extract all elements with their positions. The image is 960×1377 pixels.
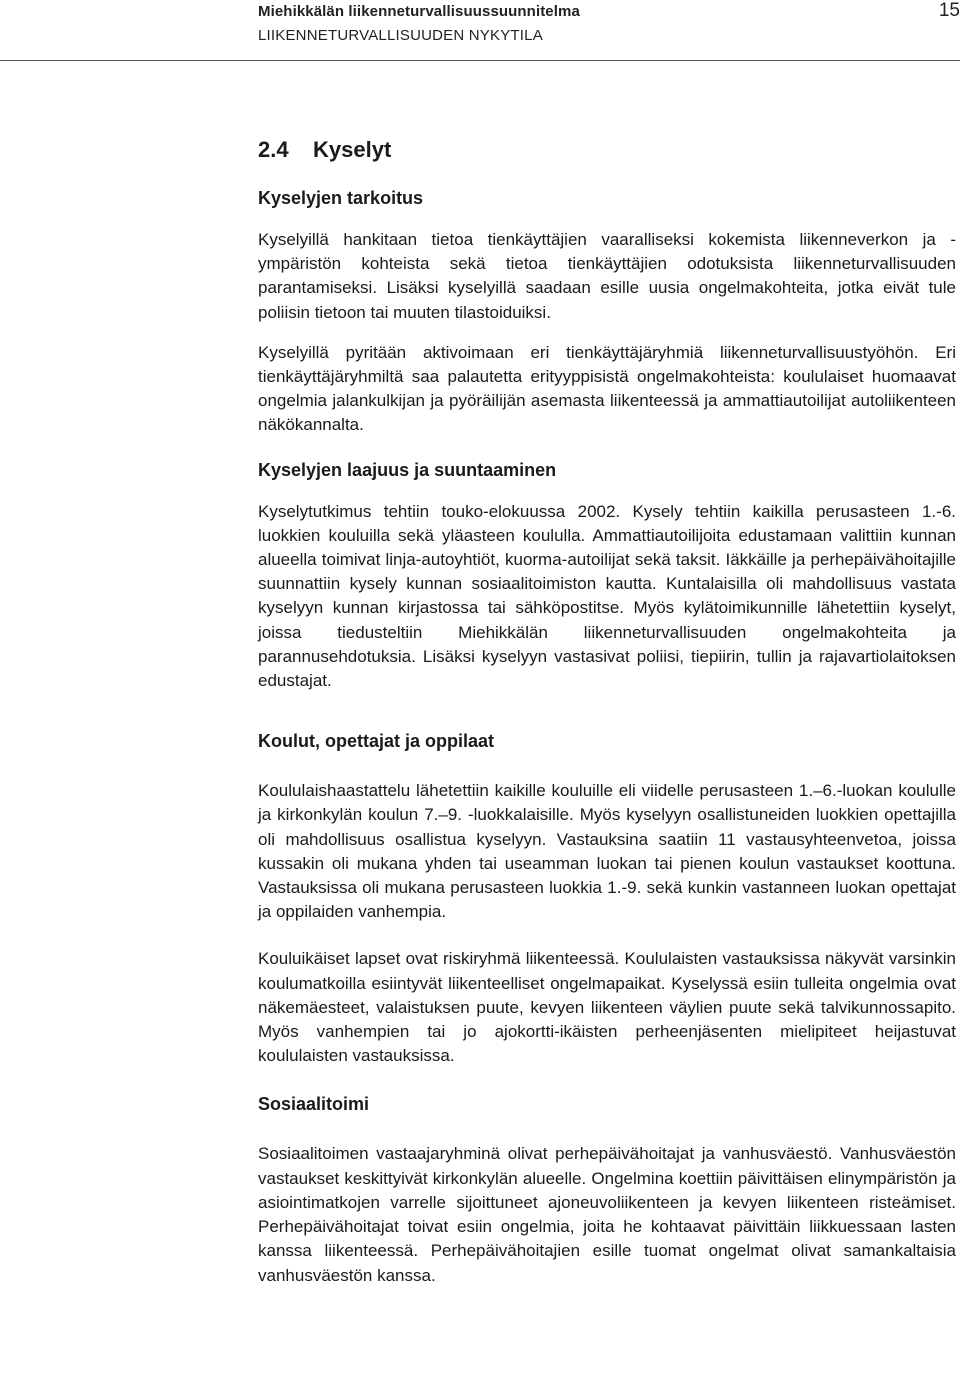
page-number: 15 xyxy=(938,0,960,21)
paragraph: Kyselytutkimus tehtiin touko-elokuussa 2002. Kysely tehtiin kaikilla perusasteen 1.-6. luokkien kouluilla sekä yläasteen koululla. Ammattiautoilijoita edustamaan valittiin kunnan alueella toimivat linja-autoyhtiöt, kuorma-autoilijat sekä taksit. Iäkkäille ja perhepäivähoitajille suunnattiin kysely kunnan sosiaalitoimiston kautta. Kuntalaisilla oli mahdollisuus vastata kyselyyn kunnan kirjastossa tai sähköpostitse. Myös kylätoimikunnille lähetettiin kyselyt, joissa tiedusteltiin Miehikkälän liikenneturvallisuuden ongelmakohteita ja parannusehdotuksia. Lisäksi kyselyyn vastasivat poliisi, tiepiirin, tullin ja rajavartiolaitoksen edustajat. xyxy=(258,501,956,691)
paragraph: Sosiaalitoimen vastaajaryhminä olivat perhepäivähoitajat ja vanhusväestö. Vanhusväestön vastaukset keskittyivät kirkonkylän alueelle. Ongelmina koettiin päivittäisen elinympäristön ja asiointimatkojen varrelle sijoittuneet ajoneuvoliikenteen ja kevyen liikenteen risteämiset. Perhepäivähoitajat toivat esiin ongelmia, joita he kohtaavat päivittäin liikkuessaan lasten kanssa liikenteessä. Perhepäivähoitajien esille tuomat ongelmat olivat samankaltaisia vanhusväestön kanssa. xyxy=(258,1144,956,1285)
paragraph: Kouluikäiset lapset ovat riskiryhmä liikenteessä. Koululaisten vastauksissa näkyvät varsinkin koulumatkoilla esiintyvät liikenteelliset ongelmapaikat. Kyselyssä esiin tulleita ongelmia ovat näkemäesteet, valaistuksen puute, kevyen liikenteen väylien puute sekä talvikunnossapito. Myös vanhempien tai jo ajokortti-ikäisten perheenjäsenten mielipiteet heijastuvat koululaisten vastauksissa. xyxy=(258,949,956,1066)
main-content xyxy=(258,135,956,1288)
subsection-heading-scope: Kyselyjen laajuus ja suuntaaminen xyxy=(258,459,557,480)
paragraph: Kyselyillä hankitaan tietoa tienkäyttäjien vaaralliseksi kokemista liikenneverkon ja -ympäristön kohteista sekä tietoa tienkäyttäjien odotuksista liikenneturvallisuuden parantamiseksi. Lisäksi kyselyillä saadaan esille uusia ongelmakohteita, jotka eivät tule poliisin tietoon tai muuten tilastoiduiksi. xyxy=(258,230,956,322)
subsection-heading-purpose: Kyselyjen tarkoitus xyxy=(258,188,424,208)
subsection-heading-schools: Koulut, opettajat ja oppilaat xyxy=(258,731,495,752)
section-title: 2.4 Kyselyt xyxy=(258,137,392,162)
subsection-heading-social: Sosiaalitoimi xyxy=(258,1094,370,1115)
running-title: Miehikkälän liikenneturvallisuussuunnitelma xyxy=(258,3,580,20)
paragraph: Koululaishaastattelu lähetettiin kaikille kouluille eli viidelle perusasteen 1.–6.-luokan koululle ja kirkonkylän koulun 7.–9. -luokkalaisille. Myös kyselyyn osallistuneiden luokkien opettajilla oli mahdollisuus osallistua kyselyyn. Vastauksina saatiin 11 vastausyhteenvetoa, joissa kussakin oli mukana yhden tai useamman luokan tai pienen koulun vastaukset koottuna. Vastauksissa oli mukana perusasteen luokkia 1.-9. sekä kunkin vastanneen luokan opettajat ja oppilaiden vanhempia. xyxy=(258,781,956,922)
header-rule xyxy=(0,60,960,61)
chapter-title: LIIKENNETURVALLISUUDEN NYKYTILA xyxy=(258,27,543,44)
page-header xyxy=(0,0,960,62)
paragraph: Kyselyillä pyritään aktivoimaan eri tienkäyttäjäryhmiä liikenneturvallisuustyöhön. Eri tienkäyttäjäryhmiltä saa palautetta erityyppisistä ongelmakohteista: koululaiset huomaavat ongelmia jalankulkijan ja pyöräilijän asemasta liikenteessä ja ammattiautoilijat autoliikenteen näkökannalta. xyxy=(258,342,956,435)
